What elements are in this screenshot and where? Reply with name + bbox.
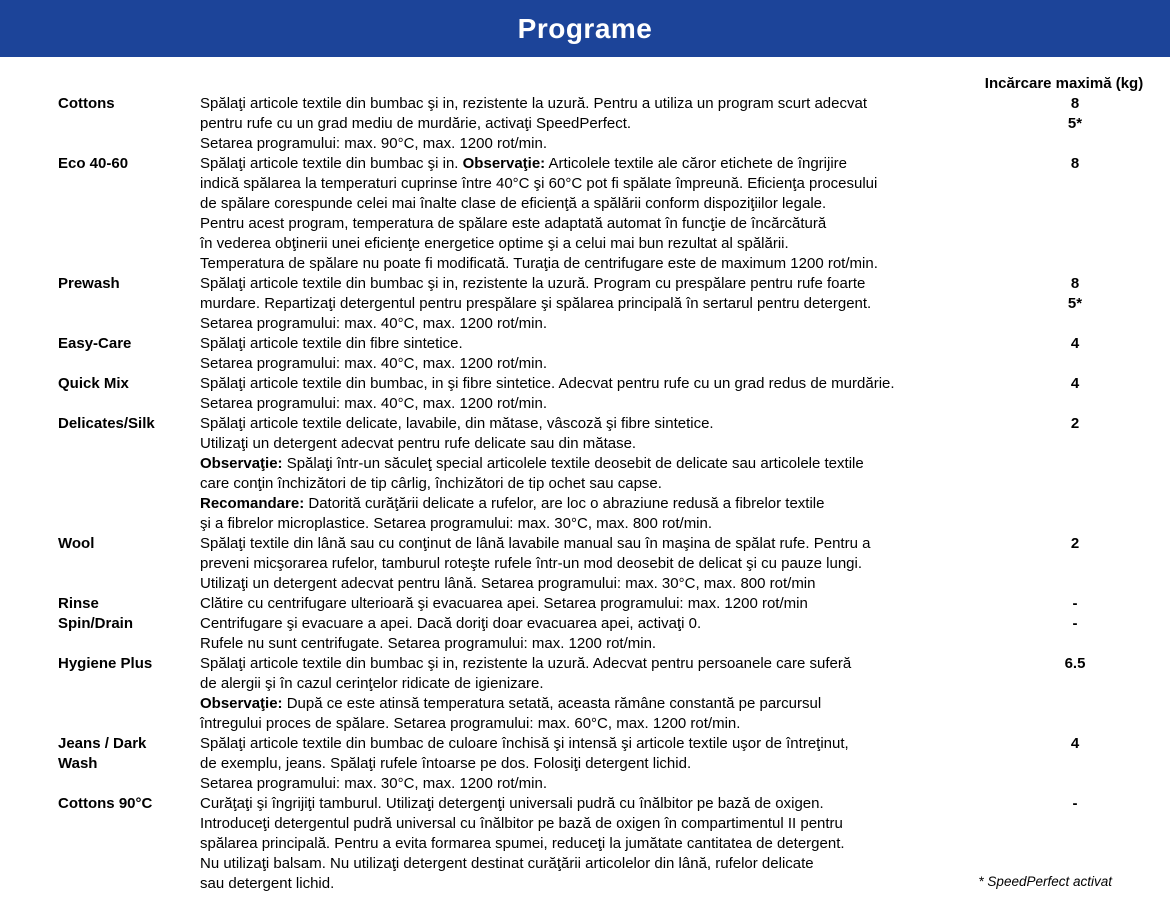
column-header-spacer (0, 74, 958, 94)
program-max-load (980, 374, 1170, 414)
description-line: Rufele nu sunt centrifugate. Setarea programului: max. 1200 rot/min. (200, 635, 657, 652)
max-load-value (980, 574, 1170, 594)
max-load-value (980, 694, 1170, 714)
max-load-value (980, 314, 1170, 334)
program-description (200, 374, 980, 414)
description-line: spălarea principală. Pentru a evita formarea spumei, reduceţi la jumătate cantitatea de detergent. (200, 835, 845, 852)
description-line: Spălaţi articole textile din bumbac, in şi fibre sintetice. Adecvat pentru rufe cu un grad redus de murdărie. (200, 375, 895, 392)
max-load-value (980, 194, 1170, 214)
program-name-line: Cottons (58, 95, 115, 112)
program-row (0, 334, 1170, 374)
program-row (0, 734, 1170, 794)
max-load-value (980, 354, 1170, 374)
program-name (0, 274, 200, 334)
description-line: Introduceţi detergentul pudră universal cu înălbitor pe bază de oxigen în compartimentul II pentru (200, 815, 843, 832)
program-row (0, 594, 1170, 614)
program-name-line: Eco 40-60 (58, 155, 129, 172)
program-name-line: Prewash (58, 275, 120, 292)
description-line: Centrifugare şi evacuare a apei. Dacă doriţi doar evacuarea apei, activaţi 0. (200, 615, 702, 632)
max-load-value (980, 474, 1170, 494)
description-line: Utilizaţi un detergent adecvat pentru lână. Setarea programului: max. 30°C, max. 800 rot/min (200, 575, 816, 592)
page-title: Programe (517, 12, 653, 44)
program-name-line: Hygiene Plus (58, 655, 153, 672)
program-row (0, 154, 1170, 274)
max-load-value: 4 (1070, 375, 1080, 392)
max-load-value (980, 134, 1170, 154)
description-line: Setarea programului: max. 40°C, max. 1200 rot/min. (200, 355, 547, 372)
program-max-load (980, 654, 1170, 734)
max-load-value: 8 (1070, 155, 1080, 172)
max-load-value: 8 (1070, 275, 1080, 292)
max-load-value (980, 854, 1170, 874)
max-load-column-header: Incărcare maximă (kg) (984, 75, 1144, 92)
title-bar (0, 0, 1170, 57)
program-max-load (980, 614, 1170, 654)
description-line: Recomandare: Datorită curăţării delicate a rufelor, are loc o abraziune redusă a fibrelor textile (200, 495, 825, 512)
program-name (0, 94, 200, 154)
program-description (200, 154, 980, 274)
program-row (0, 374, 1170, 414)
program-row (0, 274, 1170, 334)
program-row (0, 614, 1170, 654)
max-load-value: 5* (1067, 295, 1083, 312)
program-name-line: Wool (58, 535, 95, 552)
program-name-line: Delicates/Silk (58, 415, 155, 432)
description-line: Curăţaţi şi îngrijiţi tamburul. Utilizaţi detergenţi universali pudră cu înălbitor pe bază de oxigen. (200, 795, 824, 812)
program-row (0, 654, 1170, 734)
program-name (0, 534, 200, 594)
description-line: murdare. Repartizaţi detergentul pentru prespălare şi spălarea principală în sertarul pentru detergent. (200, 295, 872, 312)
description-line: preveni micşorarea rufelor, tamburul roteşte rufele într-un mod deosebit de delicat şi cu pauze lungi. (200, 555, 863, 572)
max-load-value: 4 (1070, 335, 1080, 352)
description-line: Spălaţi articole textile din bumbac şi in. Observaţie: Articolele textile ale căror etichete de îngrijire (200, 155, 848, 172)
description-line: sau detergent lichid. (200, 875, 335, 892)
max-load-value (980, 674, 1170, 694)
column-header-row (0, 74, 1170, 94)
program-name (0, 374, 200, 414)
program-name-line: Easy-Care (58, 335, 132, 352)
description-line: Spălaţi articole textile din bumbac de culoare închisă şi intensă şi articole textile uşor de întreţinut, (200, 735, 849, 752)
max-load-value: 2 (1070, 535, 1080, 552)
description-line: Observaţie: După ce este atinsă temperatura setată, aceasta rămâne constantă pe parcursul (200, 695, 822, 712)
program-name (0, 414, 200, 534)
max-load-value (980, 254, 1170, 274)
program-row (0, 94, 1170, 154)
max-load-value: 4 (1070, 735, 1080, 752)
max-load-value (980, 214, 1170, 234)
program-name (0, 614, 200, 654)
program-name-line: Rinse (58, 595, 99, 612)
program-max-load (980, 334, 1170, 374)
description-line: Spălaţi articole textile din bumbac şi in, rezistente la uzură. Pentru a utiliza un program scurt adecvat (200, 95, 868, 112)
max-load-value (980, 514, 1170, 534)
program-name-line: Jeans / Dark (58, 735, 147, 752)
description-line: Temperatura de spălare nu poate fi modificată. Turaţia de centrifugare este de maximum 1200 rot/min. (200, 255, 878, 272)
max-load-value: 5* (1067, 115, 1083, 132)
max-load-value (980, 394, 1170, 414)
program-name (0, 154, 200, 274)
description-line: Setarea programului: max. 40°C, max. 1200 rot/min. (200, 395, 547, 412)
description-line: Setarea programului: max. 90°C, max. 1200 rot/min. (200, 135, 547, 152)
program-name-line: Spin/Drain (58, 615, 134, 632)
program-description (200, 334, 980, 374)
program-max-load (980, 414, 1170, 534)
description-line: Spălaţi articole textile din bumbac şi in, rezistente la uzură. Adecvat pentru persoanele care suferă (200, 655, 852, 672)
description-line: Setarea programului: max. 30°C, max. 1200 rot/min. (200, 775, 547, 792)
program-name (0, 734, 200, 794)
max-load-value (980, 454, 1170, 474)
speedperfect-footnote: * SpeedPerfect activat (978, 874, 1112, 889)
program-name-line: Quick Mix (58, 375, 129, 392)
description-line: de alergii şi în cazul cerinţelor ridicate de igienizare. (200, 675, 544, 692)
max-load-value: 8 (1070, 95, 1080, 112)
program-max-load (980, 534, 1170, 594)
max-load-value: - (1072, 615, 1078, 632)
max-load-value (980, 754, 1170, 774)
description-line: Setarea programului: max. 40°C, max. 1200 rot/min. (200, 315, 547, 332)
program-max-load (980, 274, 1170, 334)
program-description (200, 614, 980, 654)
program-description (200, 534, 980, 594)
max-load-value (980, 234, 1170, 254)
max-load-value: - (1072, 595, 1078, 612)
max-load-value (980, 634, 1170, 654)
program-name (0, 654, 200, 734)
max-load-value (980, 494, 1170, 514)
description-line: Clătire cu centrifugare ulterioară şi evacuarea apei. Setarea programului: max. 1200 rot/min (200, 595, 808, 612)
max-load-value (980, 434, 1170, 454)
program-max-load (980, 154, 1170, 274)
max-load-value (980, 774, 1170, 794)
program-max-load (980, 594, 1170, 614)
program-max-load (980, 734, 1170, 794)
max-load-value: 6.5 (1064, 655, 1086, 672)
description-line: Spălaţi articole textile delicate, lavabile, din mătase, vâscoză şi fibre sintetice. (200, 415, 714, 432)
max-load-value: 2 (1070, 415, 1080, 432)
max-load-value (980, 834, 1170, 854)
program-description (200, 594, 980, 614)
program-name-line: Wash (58, 755, 98, 772)
description-line: indică spălarea la temperaturi cuprinse între 40°C şi 60°C pot fi spălate împreună. Eficienţa procesului (200, 175, 878, 192)
description-line: în vederea obţinerii unei eficienţe energetice optime şi a celui mai bun rezultat al spălării. (200, 235, 789, 252)
program-description (200, 274, 980, 334)
program-max-load (980, 94, 1170, 154)
description-line: şi a fibrelor microplastice. Setarea programului: max. 30°C, max. 800 rot/min. (200, 515, 713, 532)
program-description (200, 734, 980, 794)
program-description (200, 794, 980, 894)
description-line: care conţin închizători de tip cârlig, închizători de tip ochet sau capse. (200, 475, 662, 492)
programs-table (0, 94, 1170, 894)
description-line: Spălaţi articole textile din fibre sintetice. (200, 335, 463, 352)
programs-document (0, 57, 1170, 894)
program-row (0, 414, 1170, 534)
program-description (200, 654, 980, 734)
program-name-line: Cottons 90°C (58, 795, 153, 812)
description-line: Spălaţi articole textile din bumbac şi in, rezistente la uzură. Program cu prespălare pentru rufe foarte (200, 275, 866, 292)
description-line: Utilizaţi un detergent adecvat pentru rufe delicate sau din mătase. (200, 435, 637, 452)
program-name (0, 334, 200, 374)
max-load-value (980, 174, 1170, 194)
description-line: Pentru acest program, temperatura de spălare este adaptată automat în funcţie de încărcătură (200, 215, 827, 232)
program-row (0, 534, 1170, 594)
description-line: de spălare corespunde celei mai înalte clase de eficienţă a spălării conform dispoziţiilor legale. (200, 195, 827, 212)
description-line: Observaţie: Spălaţi într-un săculeţ special articolele textile deosebit de delicate sau articolele textile (200, 455, 864, 472)
program-name (0, 794, 200, 894)
description-line: întregului proces de spălare. Setarea programului: max. 60°C, max. 1200 rot/min. (200, 715, 741, 732)
max-load-value (980, 554, 1170, 574)
program-name (0, 594, 200, 614)
max-load-value: - (1072, 795, 1078, 812)
program-description (200, 414, 980, 534)
description-line: Nu utilizaţi balsam. Nu utilizaţi detergent destinat curăţării articolelor din lână, rufelor delicate (200, 855, 814, 872)
max-load-value (980, 714, 1170, 734)
program-description (200, 94, 980, 154)
description-line: de exemplu, jeans. Spălaţi rufele întoarse pe dos. Folosiţi detergent lichid. (200, 755, 692, 772)
description-line: Spălaţi textile din lână sau cu conţinut de lână lavabile manual sau în maşina de spălat rufe. Pentru a (200, 535, 871, 552)
max-load-value (980, 814, 1170, 834)
description-line: pentru rufe cu un grad mediu de murdărie, activaţi SpeedPerfect. (200, 115, 632, 132)
